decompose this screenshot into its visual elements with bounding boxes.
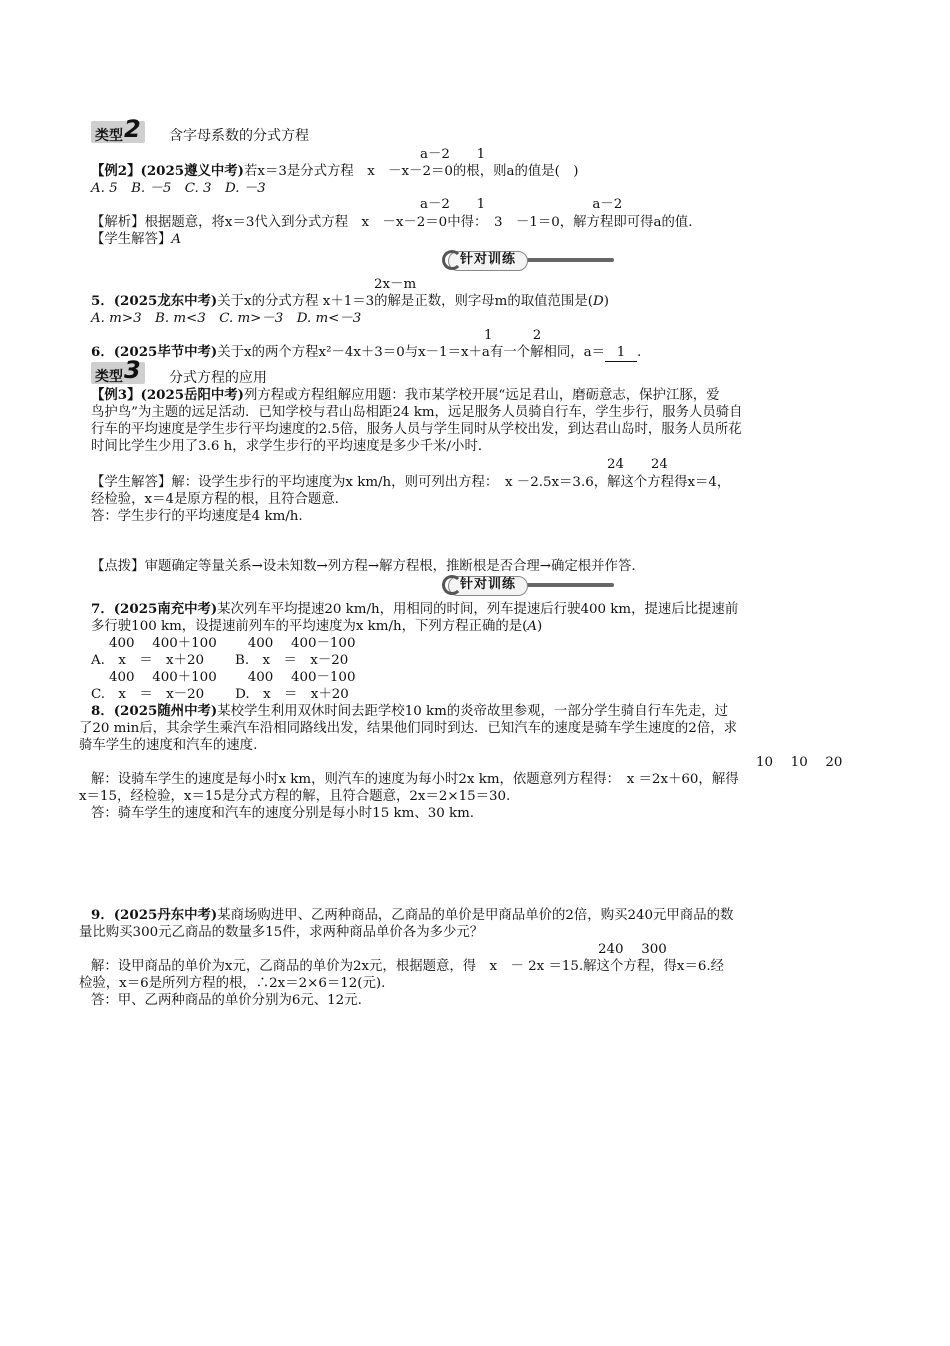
type2-badge: [91, 115, 145, 144]
tip-text: 审题确定等量关系→设未知数→列方程→解方程根，推断根是否合理→确定根并作答.: [144, 559, 636, 574]
ex3-line2: 鸟护鸟”为主题的远足活动．已知学校与君山岛相距24 km，远足服务人员骑自行车，学生步行，服务人员骑自: [91, 405, 743, 420]
ex2-text: 若x＝3是分式方程 x －x－2＝0的根，则a的值是( ): [244, 164, 579, 179]
q5-fraction-numerator: 2x－m: [374, 277, 417, 292]
q8-line2: 了20 min后，其余学生乘汽车沿相同路线出发，结果他们同时到达．已知汽车的速度是骑车学生速度的2倍，求: [79, 721, 737, 736]
q9-solution-line1: 解：设甲商品的单价为x元，乙商品的单价为2x元，根据题意，得 x － 2x ＝15.解这个方程，得x＝6.经: [91, 959, 725, 974]
q9-line2: 量比购买300元乙商品的数量多15件，求两种商品单价各为多少元？: [79, 925, 484, 940]
ex3-solution-text: 解：设学生步行的平均速度为x km/h，则可列出方程： x －2.5x＝3.6，解这个方程得x＝4，: [171, 475, 731, 490]
q6-number: 6．: [91, 344, 114, 360]
q6-source: (2025毕节中考): [113, 344, 218, 360]
q7-options-ab: A. x ＝ x＋20 B. x ＝ x－20: [91, 653, 349, 668]
q7-line1: [91, 601, 738, 618]
ex2-question: [91, 163, 578, 180]
q8-solution-line3: 答：骑车学生的速度和汽车的速度分别是每小时15 km、30 km.: [91, 806, 475, 821]
q6-end: .: [637, 345, 642, 360]
q8-solution-line1: 解：设骑车学生的速度是每小时x km，则汽车的速度为每小时2x km，依题意列方程得： x ＝2x＋60，解得: [91, 772, 739, 787]
ex3-line4: 时间比学生少用了3.6 h，求学生步行的平均速度是多少千米/小时．: [91, 439, 492, 454]
q9-solution-line3: 答：甲、乙两种商品的单价分别为6元、12元.: [91, 993, 362, 1008]
q6-answer-blank: 1: [605, 344, 637, 362]
q5-number: 5．: [91, 293, 114, 309]
banner-arc: [442, 575, 462, 595]
q5-text: 关于x的分式方程 x＋1＝3的解是正数，则字母m的取值范围是(: [217, 294, 593, 309]
tip: [91, 558, 636, 575]
ex2-analysis-text: 根据题意，将x＝3代入到分式方程 x －x－2＝0中得： 3 －1＝0，解方程即可得a的值.: [144, 215, 693, 230]
ex2-tag: 【例2】: [91, 163, 141, 179]
q9-line1: [91, 907, 733, 924]
type3-badge-number: 3: [124, 356, 141, 384]
ex2-answer-value: A: [171, 232, 182, 247]
training-banner-2: [442, 575, 622, 595]
ex2-analysis-label: 【解析】: [91, 215, 145, 230]
q8-line1: [91, 703, 728, 720]
ex3-solution-line2: 经检验，x＝4是原方程的根，且符合题意．: [91, 492, 349, 507]
q9-line1-text: 某商场购进甲、乙两种商品，乙商品的单价是甲商品单价的2倍，购买240元甲商品的数: [217, 908, 734, 923]
training-banner-label: 针对训练: [460, 577, 517, 592]
q6-question: [91, 344, 641, 362]
type2-badge-number: 2: [124, 115, 141, 143]
ex3-source: (2025岳阳中考): [140, 387, 245, 403]
type2-title: 含字母系数的分式方程: [169, 128, 309, 144]
banner-tail: [522, 583, 614, 587]
q8-line3: 骑车学生的速度和汽车的速度.: [79, 738, 258, 753]
q7-answer: A: [527, 619, 538, 634]
type2-badge-label: 类型: [95, 128, 123, 144]
q8-solution-numerators: 10 10 20: [756, 755, 843, 770]
q7-close: ): [537, 619, 543, 634]
ex2-answer-label: 【学生解答】: [91, 232, 172, 247]
type3-title: 分式方程的应用: [169, 370, 267, 386]
ex3-solution-line3: 答：学生步行的平均速度是4 km/h.: [91, 509, 303, 524]
q8-line1-text: 某校学生利用双休时间去距学校10 km的炎帝故里参观，一部分学生骑自行车先走，过: [217, 704, 729, 719]
ex3-solution-line1: [91, 474, 730, 491]
ex2-analysis: [91, 214, 693, 231]
type3-badge: [91, 356, 145, 385]
training-banner-label: 针对训练: [460, 252, 517, 267]
q8-number: 8．: [91, 703, 114, 719]
q5-close: ): [603, 294, 609, 309]
ex2-options: A. 5 B. －5 C. 3 D. －3: [91, 181, 266, 196]
q7-line2-text: 多行驶100 km，设提速前列车的平均速度为x km/h，下列方程正确的是(: [91, 619, 528, 634]
ex2-analysis-numerators: a－2 1 a－2: [420, 197, 623, 212]
ex2-source: (2025遵义中考): [140, 163, 245, 179]
q5-question: [91, 293, 609, 310]
q9-solution-numerators: 240 300: [598, 942, 667, 957]
q7-number: 7．: [91, 601, 114, 617]
q9-number: 9．: [91, 907, 114, 923]
training-banner-1: [442, 250, 622, 270]
q5-answer: D: [592, 294, 604, 309]
q7-line1-text: 某次列车平均提速20 km/h，用相同的时间，列车提速后行驶400 km，提速后比提速前: [217, 602, 739, 617]
ex3-tag: 【例3】: [91, 387, 141, 403]
q7-options-cd: C. x ＝ x－20 D. x ＝ x＋20: [91, 687, 349, 702]
banner-arc: [442, 250, 462, 270]
q5-source: (2025龙东中考): [113, 293, 218, 309]
q9-source: (2025丹东中考): [113, 907, 218, 923]
ex3-line1: [91, 387, 720, 404]
q8-source: (2025随州中考): [113, 703, 218, 719]
q7-line2: [91, 618, 542, 635]
q5-options: A. m>3 B. m<3 C. m>－3 D. m<－3: [91, 311, 362, 326]
ex3-solution-numerators: 24 24: [607, 457, 668, 472]
q6-text: 关于x的两个方程x²－4x＋3＝0与x－1＝x＋a有一个解相同，a＝: [217, 345, 605, 360]
q7-options-cd-numerators: 400 400＋100 400 400－100: [109, 670, 356, 685]
ex3-line3: 行车的平均速度是学生步行平均速度的2.5倍，服务人员与学生同时从学校出发，到达君山岛时，服务人员所花: [91, 422, 742, 437]
type3-badge-label: 类型: [95, 369, 123, 385]
q9-solution-line2: 检验，x＝6是所列方程的根，∴2x＝2×6＝12(元).: [79, 976, 386, 991]
q6-fraction-numerators: 1 2: [484, 328, 542, 343]
q7-source: (2025南充中考): [113, 601, 218, 617]
tip-label: 【点拨】: [91, 559, 145, 574]
banner-tail: [522, 258, 614, 262]
ex2-answer: [91, 231, 181, 248]
ex3-line1-text: 列方程或方程组解应用题：我市某学校开展“远足君山，磨砺意志，保护江豚，爱: [244, 388, 720, 403]
q8-solution-line2: x＝15，经检验，x＝15是分式方程的解，且符合题意，2x＝2×15＝30.: [79, 789, 511, 804]
ex2-fraction-numerators: a－2 1: [420, 147, 486, 162]
q7-options-ab-numerators: 400 400＋100 400 400－100: [109, 636, 356, 651]
ex3-solution-label: 【学生解答】: [91, 475, 172, 490]
